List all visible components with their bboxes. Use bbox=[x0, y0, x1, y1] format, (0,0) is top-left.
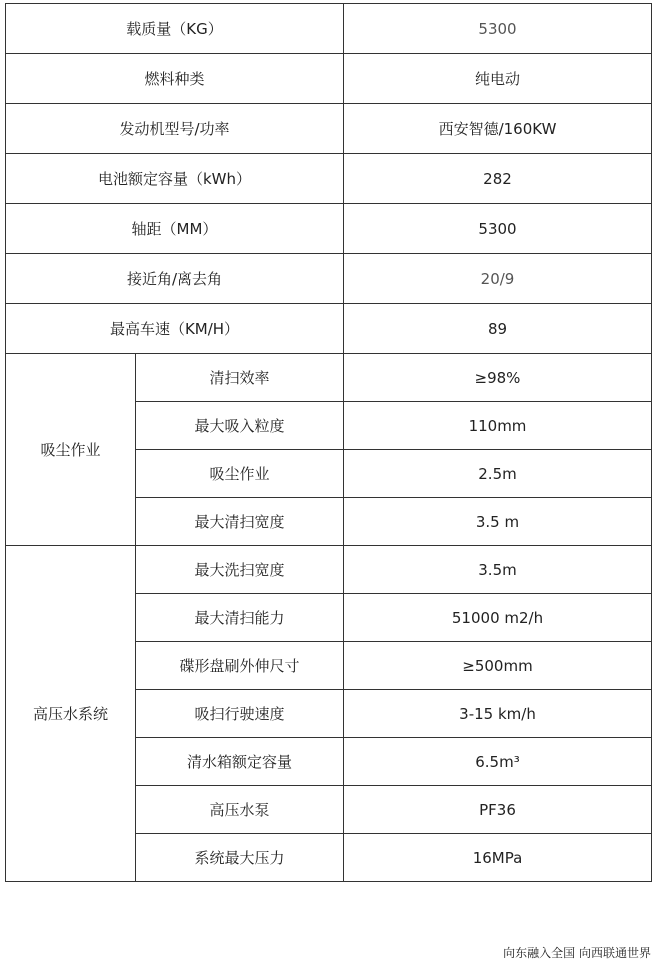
spec-row-wheelbase bbox=[6, 204, 652, 254]
spec-row-max-speed bbox=[6, 304, 652, 354]
spec-value: 3-15 km/h bbox=[344, 690, 652, 738]
spec-label: 最大洗扫宽度 bbox=[136, 546, 344, 594]
spec-label: 燃料种类 bbox=[6, 54, 344, 104]
spec-label: 最大清扫能力 bbox=[136, 594, 344, 642]
spec-value: 16MPa bbox=[344, 834, 652, 882]
spec-label: 最大吸入粒度 bbox=[136, 402, 344, 450]
spec-label: 发动机型号/功率 bbox=[6, 104, 344, 154]
spec-label: 吸尘作业 bbox=[136, 450, 344, 498]
spec-value: 110mm bbox=[344, 402, 652, 450]
spec-row-battery bbox=[6, 154, 652, 204]
spec-value: 5300 bbox=[344, 4, 652, 54]
spec-value: 2.5m bbox=[344, 450, 652, 498]
spec-label: 碟形盘刷外伸尺寸 bbox=[136, 642, 344, 690]
spec-row-max-wash-width bbox=[6, 546, 652, 594]
spec-row-fuel-type bbox=[6, 54, 652, 104]
group-label-suction: 吸尘作业 bbox=[6, 354, 136, 546]
spec-row-engine bbox=[6, 104, 652, 154]
spec-label: 吸扫行驶速度 bbox=[136, 690, 344, 738]
spec-label: 轴距（MM） bbox=[6, 204, 344, 254]
spec-label: 高压水泵 bbox=[136, 786, 344, 834]
spec-value: 纯电动 bbox=[344, 54, 652, 104]
spec-value: ≥500mm bbox=[344, 642, 652, 690]
footer-slogan: 向东融入全国 向西联通世界 bbox=[503, 946, 651, 960]
spec-value: 西安智德/160KW bbox=[344, 104, 652, 154]
spec-row-angles bbox=[6, 254, 652, 304]
spec-table bbox=[5, 3, 652, 882]
spec-value: 3.5m bbox=[344, 546, 652, 594]
spec-value: 282 bbox=[344, 154, 652, 204]
spec-label: 最大清扫宽度 bbox=[136, 498, 344, 546]
spec-value: 20/9 bbox=[344, 254, 652, 304]
spec-value: 6.5m³ bbox=[344, 738, 652, 786]
spec-value: ≥98% bbox=[344, 354, 652, 402]
spec-value: 5300 bbox=[344, 204, 652, 254]
spec-label: 接近角/离去角 bbox=[6, 254, 344, 304]
spec-label: 系统最大压力 bbox=[136, 834, 344, 882]
spec-value: PF36 bbox=[344, 786, 652, 834]
spec-value: 51000 m2/h bbox=[344, 594, 652, 642]
spec-value: 89 bbox=[344, 304, 652, 354]
spec-label: 载质量（KG） bbox=[6, 4, 344, 54]
spec-label: 电池额定容量（kWh） bbox=[6, 154, 344, 204]
spec-label: 最高车速（KM/H） bbox=[6, 304, 344, 354]
spec-row-clean-efficiency bbox=[6, 354, 652, 402]
group-label-high-pressure: 高压水系统 bbox=[6, 546, 136, 882]
spec-value: 3.5 m bbox=[344, 498, 652, 546]
spec-label: 清扫效率 bbox=[136, 354, 344, 402]
spec-row-payload bbox=[6, 4, 652, 54]
spec-label: 清水箱额定容量 bbox=[136, 738, 344, 786]
